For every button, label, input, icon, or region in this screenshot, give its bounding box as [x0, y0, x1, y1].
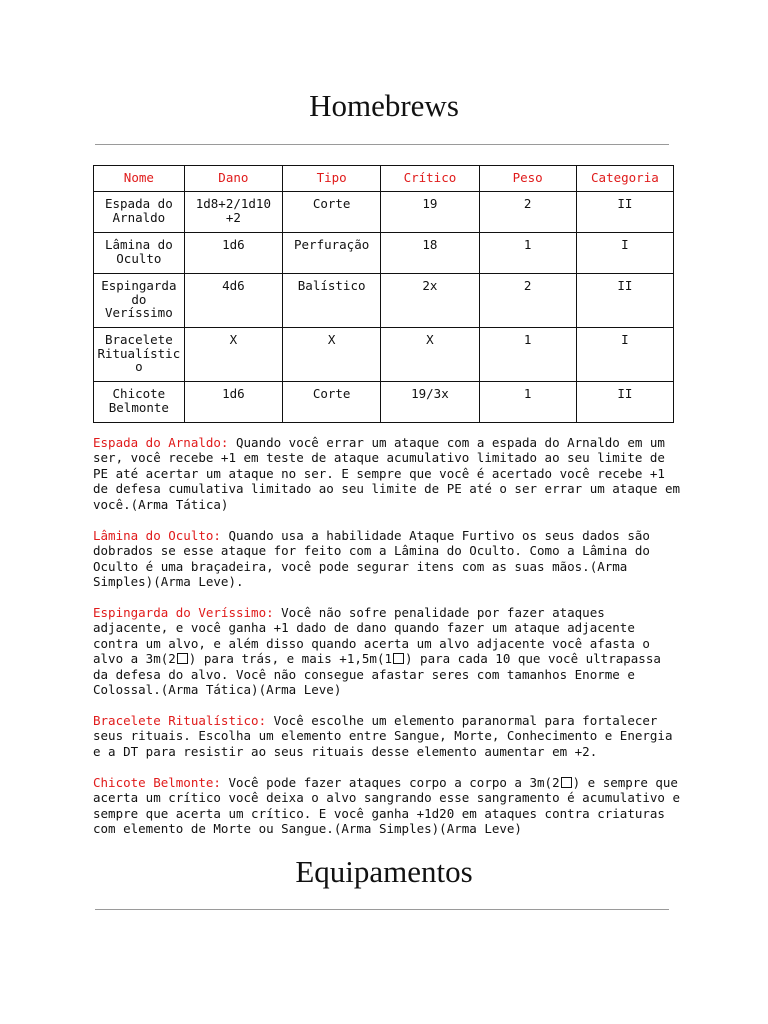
table-row [94, 382, 674, 423]
cell-tipo: X [283, 328, 381, 382]
header-nome: Nome [94, 166, 185, 192]
cell-peso: 1 [479, 328, 576, 382]
header-critico: Crítico [381, 166, 479, 192]
item-name: Lâmina do Oculto: [93, 528, 221, 543]
description-chicote-belmonte [93, 775, 683, 837]
cell-categoria: II [576, 192, 673, 233]
item-name: Espingarda do Veríssimo: [93, 605, 274, 620]
table-row [94, 274, 674, 328]
cell-critico: 19/3x [381, 382, 479, 423]
item-description: Quando usa a habilidade Ataque Furtivo os seus dados são dobrados se esse ataque for feito com a Lâmina do Oculto. Como a Lâmina do Oculto é uma braçadeira, você pode segurar itens com as suas mãos.(Arma Simples)(Arma Leve). [93, 528, 650, 590]
item-description: ) para trás, e mais +1,5m(1 [188, 651, 392, 667]
grid-square-icon [177, 653, 188, 664]
cell-dano: 4d6 [184, 274, 282, 328]
cell-dano: X [184, 328, 282, 382]
cell-dano: 1d8+2/1d10 +2 [184, 192, 282, 233]
table-row [94, 233, 674, 274]
cell-critico: 19 [381, 192, 479, 233]
cell-tipo: Perfuração [283, 233, 381, 274]
cell-peso: 2 [479, 192, 576, 233]
cell-critico: 18 [381, 233, 479, 274]
grid-square-icon [561, 777, 572, 788]
title-divider [95, 144, 669, 145]
item-description: Você pode fazer ataques corpo a corpo a 3m(2 [220, 775, 560, 790]
table-header-row [94, 166, 674, 192]
section-divider [95, 909, 669, 910]
cell-categoria: II [576, 382, 673, 423]
cell-critico: X [381, 328, 479, 382]
description-espingarda-do-verissimo [93, 605, 683, 697]
cell-nome: Bracelete Ritualístico [94, 328, 185, 382]
description-lamina-do-oculto [93, 528, 683, 590]
item-name: Chicote Belmonte: [93, 775, 221, 790]
item-name: Espada do Arnaldo: [93, 435, 229, 450]
cell-categoria: I [576, 328, 673, 382]
cell-nome: Espada do Arnaldo [94, 192, 185, 233]
description-bracelete-ritualistico [93, 713, 683, 759]
item-description: ) e sempre que acerta um crítico você deixa o alvo sangrando esse sangramento é acumulativo e sempre que acerta um crítico. E você ganha +1d20 em ataques contra criaturas com elemento de Morte ou Sangue.(Arma Simples)(Arma Leve) [93, 775, 680, 837]
cell-nome: Espingarda do Veríssimo [94, 274, 185, 328]
page-title: Homebrews [309, 88, 459, 123]
cell-tipo: Corte [283, 192, 381, 233]
item-description: Quando você errar um ataque com a espada do Arnaldo em um ser, você recebe +1 em teste de ataque acumulativo limitado ao seu limite de PE até acertar um ataque no ser. E sempre que você é acertado você recebe +1 de defesa cumulativa limitado ao seu limite de PE até o ser errar um ataque em você.(Arma Tática) [93, 435, 680, 512]
item-description: ) para cada 10 que você ultrapassa da defesa do alvo. Você não consegue afastar seres com tamanhos Enorme e Colossal.(Arma Tática)(Arma Leve) [93, 651, 661, 698]
item-description: Você escolhe um elemento paranormal para fortalecer seus rituais. Escolha um elemento entre Sangue, Morte, Conhecimento e Energia e a DT para resistir ao seus rituais desse elemento aumentar em +2. [93, 713, 673, 759]
table-row [94, 328, 674, 382]
cell-peso: 1 [479, 382, 576, 423]
cell-tipo: Corte [283, 382, 381, 423]
table-row [94, 192, 674, 233]
header-tipo: Tipo [283, 166, 381, 192]
cell-critico: 2x [381, 274, 479, 328]
item-name: Bracelete Ritualístico: [93, 713, 267, 728]
item-description: Você não sofre penalidade por fazer ataques adjacente, e você ganha +1 dado de dano quando fazer um ataque adjacente contra um alvo, e além disso quando acerta um alvo adjacente você afasta o alvo a 3m(2 [93, 605, 650, 667]
description-espada-do-arnaldo [93, 435, 683, 512]
cell-peso: 1 [479, 233, 576, 274]
header-dano: Dano [184, 166, 282, 192]
grid-square-icon [393, 653, 404, 664]
cell-nome: Lâmina do Oculto [94, 233, 185, 274]
cell-categoria: I [576, 233, 673, 274]
cell-peso: 2 [479, 274, 576, 328]
cell-categoria: II [576, 274, 673, 328]
cell-dano: 1d6 [184, 382, 282, 423]
section-title-equipamentos: Equipamentos [295, 854, 473, 889]
weapons-table [93, 165, 674, 423]
cell-tipo: Balístico [283, 274, 381, 328]
cell-nome: Chicote Belmonte [94, 382, 185, 423]
cell-dano: 1d6 [184, 233, 282, 274]
header-categoria: Categoria [576, 166, 673, 192]
header-peso: Peso [479, 166, 576, 192]
